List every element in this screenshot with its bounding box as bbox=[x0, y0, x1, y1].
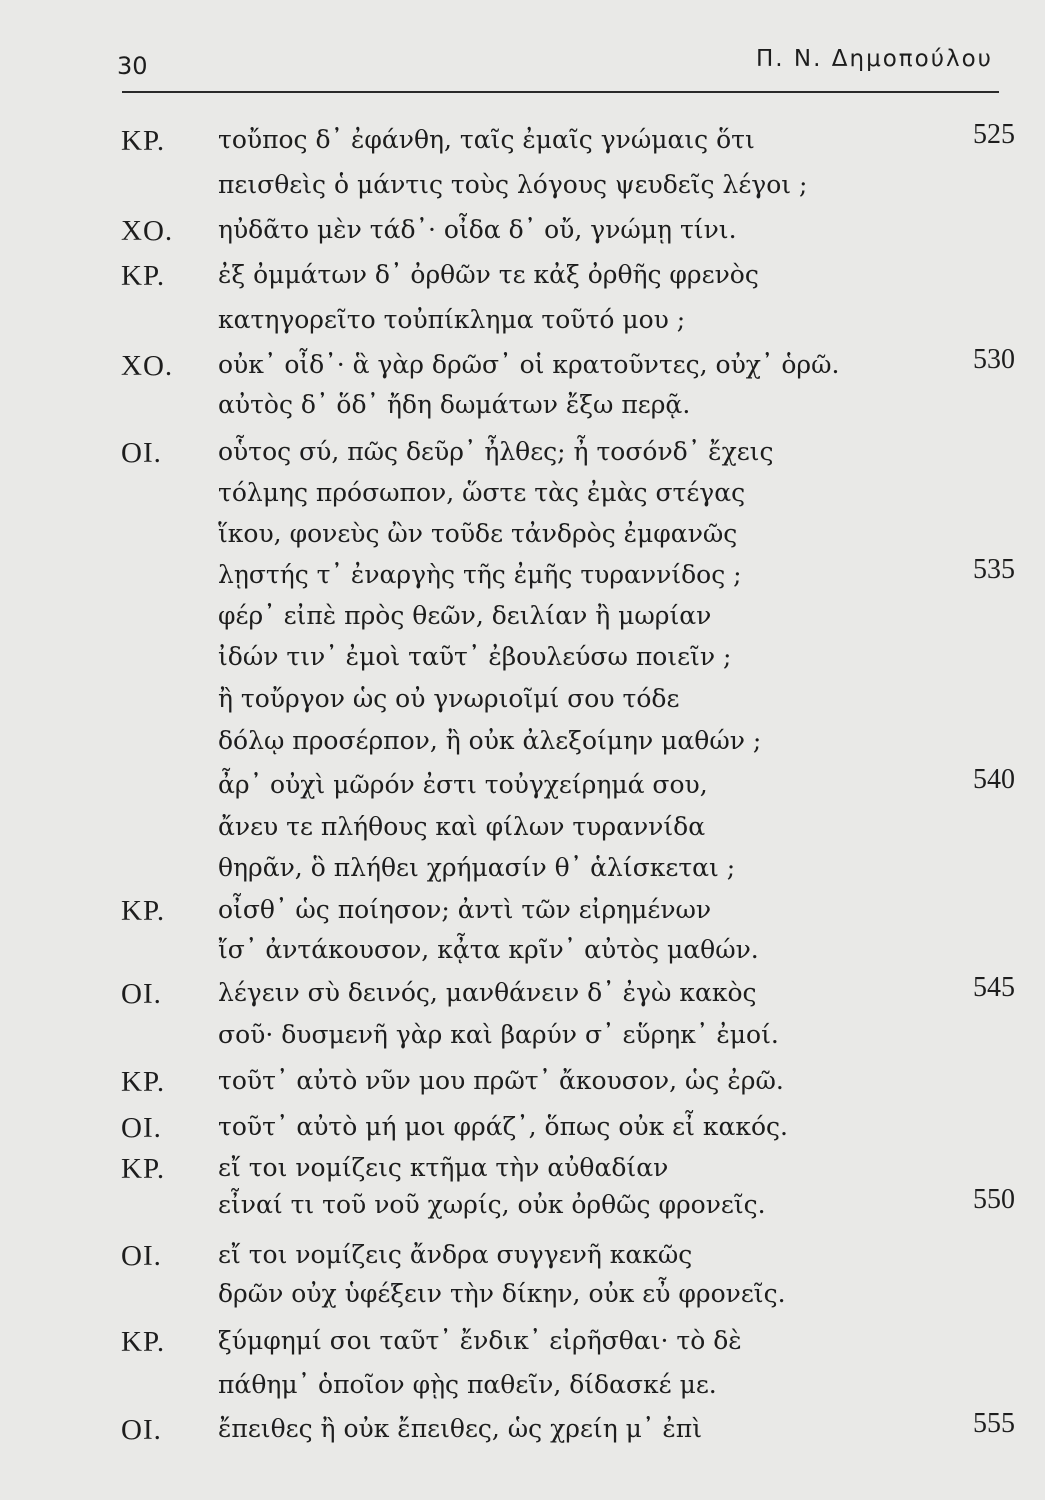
verse-text: εἴ τοι νομίζεις ἄνδρα συγγενῆ κακῶς bbox=[218, 1240, 693, 1269]
verse-text: αὐτὸς δ᾽ ὅδ᾽ ἤδη δωμάτων ἔξω περᾷ. bbox=[218, 390, 691, 419]
verse-text: ἔπειθες ἢ οὐκ ἔπειθες, ὡς χρείη μ᾽ ἐπὶ bbox=[218, 1414, 702, 1443]
verse-text: ἰδών τιν᾽ ἐμοὶ ταῦτ᾽ ἐβουλεύσω ποιεῖν ; bbox=[218, 642, 732, 671]
running-head: Π. Ν. Δημοπούλου bbox=[756, 46, 993, 72]
speaker-label: ΟΙ. bbox=[121, 1414, 162, 1446]
verse-line bbox=[0, 1112, 1045, 1158]
line-number: 550 bbox=[973, 1184, 1015, 1215]
verse-line bbox=[0, 812, 1045, 858]
line-number: 535 bbox=[973, 554, 1015, 585]
verse-line bbox=[0, 1370, 1045, 1416]
verse-line bbox=[0, 726, 1045, 772]
verse-text: τοὔπος δ᾽ ἐφάνθη, ταῖς ἐμαῖς γνώμαις ὅτι bbox=[218, 125, 755, 154]
verse-text: οὗτος σύ, πῶς δεῦρ᾽ ἦλθες; ἦ τοσόνδ᾽ ἔχεις bbox=[218, 437, 774, 466]
verse-text: ἴσ᾽ ἀντάκουσον, κᾆτα κρῖν᾽ αὐτὸς μαθών. bbox=[218, 935, 759, 964]
verse-line bbox=[0, 764, 1045, 816]
line-number: 530 bbox=[973, 344, 1015, 375]
verse-line bbox=[0, 1066, 1045, 1112]
line-number: 555 bbox=[973, 1408, 1015, 1439]
verse-text: ηὐδᾶτο μὲν τάδ᾽· οἶδα δ᾽ οὔ, γνώμῃ τίνι. bbox=[218, 215, 737, 244]
verse-text: ἢ τοὔργον ὡς οὐ γνωριοῖμί σου τόδε bbox=[218, 684, 680, 713]
speaker-label: ΚΡ. bbox=[121, 125, 166, 157]
verse-text: θηρᾶν, ὃ πλήθει χρήμασίν θ᾽ ἁλίσκεται ; bbox=[218, 853, 736, 882]
speaker-label: ΟΙ. bbox=[121, 1240, 162, 1272]
verse-line bbox=[0, 972, 1045, 1024]
verse-text: κατηγορεῖτο τοὐπίκλημα τοῦτό μου ; bbox=[218, 305, 686, 334]
line-number: 525 bbox=[973, 119, 1015, 150]
verse-text: εἶναί τι τοῦ νοῦ χωρίς, οὐκ ὀρθῶς φρονεῖς. bbox=[218, 1190, 766, 1219]
verse-text: ξύμφημί σοι ταῦτ᾽ ἔνδικ᾽ εἰρῆσθαι· τὸ δὲ bbox=[218, 1326, 742, 1355]
verse-line bbox=[0, 935, 1045, 981]
verse-line bbox=[0, 260, 1045, 306]
verse-line bbox=[0, 170, 1045, 216]
verse-text: σοῦ· δυσμενῆ γὰρ καὶ βαρύν σ᾽ εὕρηκ᾽ ἐμοί. bbox=[218, 1020, 779, 1049]
verse-text: εἴ τοι νομίζεις κτῆμα τὴν αὐθαδίαν bbox=[218, 1153, 669, 1182]
page-number: 30 bbox=[117, 52, 148, 80]
speaker-label: ΧΟ. bbox=[121, 215, 174, 247]
line-number: 545 bbox=[973, 972, 1015, 1003]
verse-line bbox=[0, 1020, 1045, 1066]
verse-line bbox=[0, 1408, 1045, 1460]
verse-text: οἶσθ᾽ ὡς ποίησον; ἀντὶ τῶν εἰρημένων bbox=[218, 895, 712, 924]
speaker-label: ΚΡ. bbox=[121, 1153, 166, 1185]
verse-text: πεισθεὶς ὁ μάντις τοὺς λόγους ψευδεῖς λέγοι ; bbox=[218, 170, 808, 199]
verse-line bbox=[0, 119, 1045, 171]
verse-line bbox=[0, 684, 1045, 730]
verse-text: φέρ᾽ εἰπὲ πρὸς θεῶν, δειλίαν ἢ μωρίαν bbox=[218, 601, 712, 630]
verse-text: τοῦτ᾽ αὐτὸ νῦν μου πρῶτ᾽ ἄκουσον, ὡς ἐρῶ. bbox=[218, 1066, 784, 1095]
verse-line bbox=[0, 601, 1045, 647]
speaker-label: ΟΙ. bbox=[121, 437, 162, 469]
verse-line bbox=[0, 390, 1045, 436]
verse-line bbox=[0, 1184, 1045, 1236]
verse-line bbox=[0, 554, 1045, 606]
verse-line bbox=[0, 519, 1045, 565]
speaker-label: ΚΡ. bbox=[121, 1326, 166, 1358]
verse-line bbox=[0, 478, 1045, 524]
verse-line bbox=[0, 305, 1045, 351]
verse-text: ἄνευ τε πλήθους καὶ φίλων τυραννίδα bbox=[218, 812, 706, 841]
verse-text: ἐξ ὀμμάτων δ᾽ ὀρθῶν τε κἀξ ὀρθῆς φρενὸς bbox=[218, 260, 759, 289]
speaker-label: ΟΙ. bbox=[121, 978, 162, 1010]
speaker-label: ΚΡ. bbox=[121, 260, 166, 292]
verse-text: τοῦτ᾽ αὐτὸ μή μοι φράζ᾽, ὅπως οὐκ εἶ κακός. bbox=[218, 1112, 788, 1141]
verse-line bbox=[0, 1279, 1045, 1325]
verse-line bbox=[0, 437, 1045, 483]
verse-line bbox=[0, 1326, 1045, 1372]
verse-text: δόλῳ προσέρπον, ἢ οὐκ ἀλεξοίμην μαθών ; bbox=[218, 726, 762, 755]
header-rule bbox=[122, 91, 999, 93]
verse-text: πάθημ᾽ ὁποῖον φῂς παθεῖν, δίδασκέ με. bbox=[218, 1370, 717, 1399]
speaker-label: ΧΟ. bbox=[121, 350, 174, 382]
verse-text: λῃστής τ᾽ ἐναργὴς τῆς ἐμῆς τυραννίδος ; bbox=[218, 560, 742, 589]
verse-text: λέγειν σὺ δεινός, μανθάνειν δ᾽ ἐγὼ κακὸς bbox=[218, 978, 757, 1007]
verse-text: δρῶν οὐχ ὑφέξειν τὴν δίκην, οὐκ εὖ φρονεῖς. bbox=[218, 1279, 786, 1308]
verse-line bbox=[0, 853, 1045, 899]
verse-text: ἵκου, φονεὺς ὢν τοῦδε τἀνδρὸς ἐμφανῶς bbox=[218, 519, 738, 548]
speaker-label: ΟΙ. bbox=[121, 1112, 162, 1144]
verse-text: τόλμης πρόσωπον, ὥστε τὰς ἐμὰς στέγας bbox=[218, 478, 746, 507]
verse-line bbox=[0, 215, 1045, 261]
speaker-label: ΚΡ. bbox=[121, 1066, 166, 1098]
line-number: 540 bbox=[973, 764, 1015, 795]
verse-text: ἆρ᾽ οὐχὶ μῶρόν ἐστι τοὐγχείρημά σου, bbox=[218, 770, 708, 799]
verse-line bbox=[0, 642, 1045, 688]
verse-text: οὐκ᾽ οἶδ᾽· ἃ γὰρ δρῶσ᾽ οἱ κρατοῦντες, οὐχ᾽ ὁρῶ. bbox=[218, 350, 840, 379]
speaker-label: ΚΡ. bbox=[121, 895, 166, 927]
